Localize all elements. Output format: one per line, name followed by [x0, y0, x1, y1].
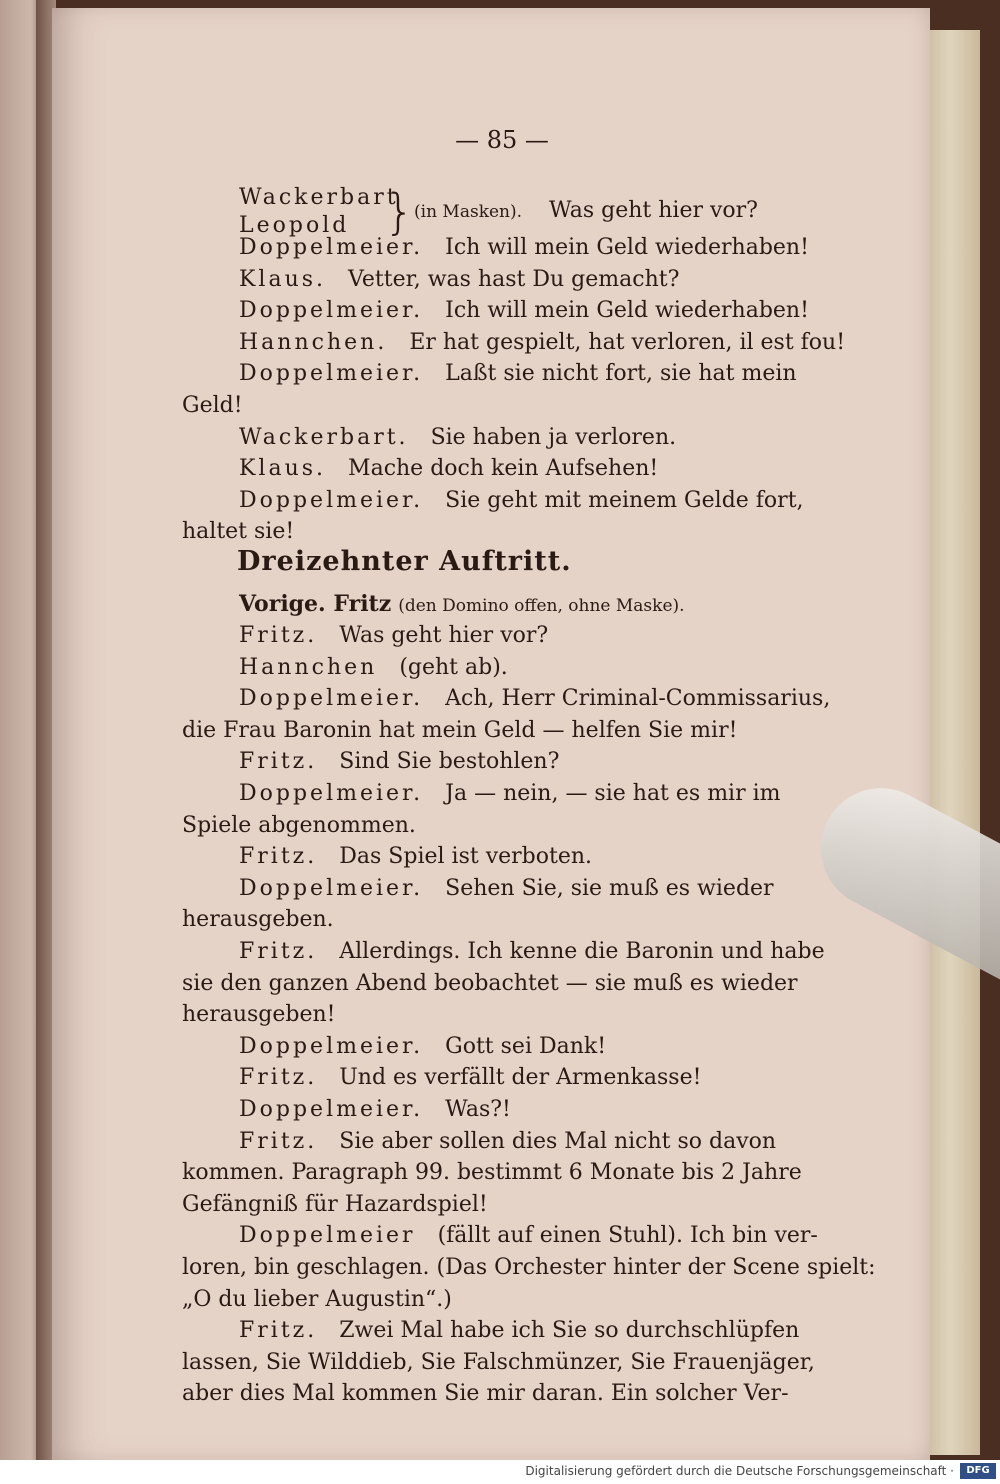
dialogue-line: [182, 266, 865, 294]
line-text: Was?!: [445, 1097, 511, 1122]
dialogue-line: [182, 329, 865, 357]
line-text: Sie geht mit meinem Gelde fort,: [445, 487, 804, 513]
line-text: „O du lieber Augustin“.): [182, 1286, 452, 1312]
line-text: Das Spiel ist verboten.: [339, 844, 593, 870]
dialogue-line: [182, 1254, 876, 1282]
dialogue-line: [182, 938, 865, 966]
dialogue-line: [182, 297, 865, 325]
speaker-name: Hannchen.: [239, 329, 388, 355]
dialogue-line: [182, 487, 865, 515]
line-text: herausgeben!: [182, 1002, 336, 1028]
line-text: loren, bin geschlagen. (Das Orchester hinter der Scene spielt:: [182, 1255, 876, 1280]
dialogue-line: [182, 1222, 865, 1250]
line-text: Sie aber sollen dies Mal nicht so davon: [339, 1128, 777, 1154]
dialogue-line: [182, 622, 865, 650]
brace-speakers: [239, 184, 839, 240]
dialogue-line: [182, 234, 865, 262]
speaker-name: Fritz.: [239, 1065, 318, 1091]
dialogue-line: [182, 812, 808, 840]
line-text: Gott sei Dank!: [445, 1033, 607, 1059]
dialogue-line: [182, 1096, 865, 1124]
page-stack-edge: [930, 30, 980, 1455]
dialogue-line: [182, 1317, 865, 1345]
line-text: Sie haben ja verloren.: [430, 424, 677, 450]
speaker-name: Wackerbart: [239, 185, 399, 210]
dialogue-line: [182, 424, 865, 452]
dialogue-line: [182, 1159, 808, 1187]
dfg-logo: DFG: [960, 1463, 996, 1479]
speaker-name: Doppelmeier.: [239, 781, 424, 806]
line-text: Was geht hier vor?: [549, 198, 758, 223]
speaker-name: Hannchen: [239, 654, 378, 680]
speaker-name: Fritz.: [239, 1128, 318, 1154]
brace-glyph: }: [384, 184, 415, 240]
dialogue-line: [182, 717, 808, 745]
dialogue-line: [182, 1349, 815, 1377]
dialogue-line: [182, 1033, 865, 1061]
speaker-name: Wackerbart.: [239, 424, 409, 450]
book-page: [52, 8, 930, 1460]
line-text: (geht ab).: [399, 654, 508, 680]
speaker-name: Doppelmeier.: [239, 361, 424, 387]
dialogue-line: [182, 455, 865, 483]
line-text: aber dies Mal kommen Sie mir daran. Ein solcher Ver-: [182, 1381, 789, 1407]
speaker-name: Doppelmeier.: [239, 487, 424, 513]
speaker-name: Doppelmeier.: [239, 1033, 424, 1059]
dialogue-line: [182, 906, 808, 934]
speaker-name: Fritz.: [239, 749, 318, 775]
line-text: herausgeben.: [182, 907, 334, 933]
speaker-name: Fritz.: [239, 939, 318, 964]
line-text: Und es verfällt der Armenkasse!: [339, 1065, 702, 1091]
line-text: Was geht hier vor?: [339, 623, 549, 648]
dialogue-line: [182, 1001, 808, 1029]
line-text: Allerdings. Ich kenne die Baronin und habe: [339, 939, 825, 964]
dialogue-line: [182, 875, 865, 903]
cast-names: Vorige. Fritz: [239, 591, 392, 617]
speaker-name: Doppelmeier.: [239, 686, 424, 712]
speaker-name: Fritz.: [239, 623, 318, 648]
speaker-name: Fritz.: [239, 1318, 318, 1344]
dialogue-line: [182, 654, 865, 682]
page-number: — 85 —: [455, 126, 549, 154]
speaker-name: Klaus.: [239, 266, 327, 292]
line-text: Ja — nein, — sie hat es mir im: [445, 781, 781, 806]
speaker-name: Doppelmeier.: [239, 875, 424, 901]
line-text: kommen. Paragraph 99. bestimmt 6 Monate bis 2 Jahre: [182, 1160, 802, 1186]
dialogue-line: [182, 1286, 808, 1314]
dialogue-line: [182, 780, 865, 808]
line-text: Ich will mein Geld wiederhaben!: [445, 298, 809, 324]
dialogue-line: [182, 843, 865, 871]
line-text: (fällt auf einen Stuhl). Ich bin ver-: [437, 1223, 818, 1249]
footer-bar: [0, 1460, 1000, 1484]
line-text: haltet sie!: [182, 519, 295, 545]
line-text: Geld!: [182, 393, 243, 418]
line-text: Er hat gespielt, hat verloren, il est fou!: [409, 329, 846, 355]
dialogue-line: [182, 518, 808, 546]
dialogue-line: [182, 1064, 865, 1092]
line-text: Sind Sie bestohlen?: [339, 749, 560, 775]
dialogue-line: [182, 748, 865, 776]
stage-direction: (in Masken).: [414, 202, 523, 222]
dialogue-line: [182, 1191, 808, 1219]
dialogue-line: [182, 1128, 865, 1156]
line-text: lassen, Sie Wilddieb, Sie Falschmünzer, Sie Frauenjäger,: [182, 1349, 815, 1375]
speaker-name: Doppelmeier.: [239, 1097, 424, 1122]
line-text: Ach, Herr Criminal-Commissarius,: [445, 686, 831, 712]
line-text: Zwei Mal habe ich Sie so durchschlüpfen: [339, 1318, 800, 1344]
brace-line: [414, 198, 758, 223]
dialogue-line: [182, 685, 865, 713]
speaker-name: Fritz.: [239, 844, 318, 870]
dialogue-line: [182, 360, 865, 388]
speaker-name: Doppelmeier.: [239, 235, 424, 260]
line-text: Ich will mein Geld wiederhaben!: [445, 235, 809, 260]
line-text: sie den ganzen Abend beobachtet — sie muß es wieder: [182, 970, 798, 996]
scene-heading: Dreizehnter Auftritt.: [237, 546, 572, 577]
speaker-name: Doppelmeier: [239, 1223, 416, 1249]
cast-line: [182, 590, 865, 620]
speaker-name: Leopold: [239, 213, 350, 238]
stage-direction: (den Domino offen, ohne Maske).: [398, 596, 685, 616]
line-text: Sehen Sie, sie muß es wieder: [445, 875, 774, 901]
dialogue-line: [182, 970, 808, 998]
line-text: Mache doch kein Aufsehen!: [348, 456, 659, 482]
footer-credit: Digitalisierung gefördert durch die Deutsche Forschungsgemeinschaft ·: [525, 1464, 954, 1478]
line-text: Gefängniß für Hazardspiel!: [182, 1191, 488, 1217]
dialogue-line: [182, 1380, 808, 1408]
speaker-name: Doppelmeier.: [239, 298, 424, 324]
line-text: Spiele abgenommen.: [182, 812, 416, 838]
line-text: die Frau Baronin hat mein Geld — helfen Sie mir!: [182, 717, 738, 743]
line-text: Laßt sie nicht fort, sie hat mein: [445, 361, 797, 387]
line-text: Vetter, was hast Du gemacht?: [348, 266, 680, 292]
speaker-name: Klaus.: [239, 456, 327, 482]
dialogue-line: [182, 392, 808, 420]
